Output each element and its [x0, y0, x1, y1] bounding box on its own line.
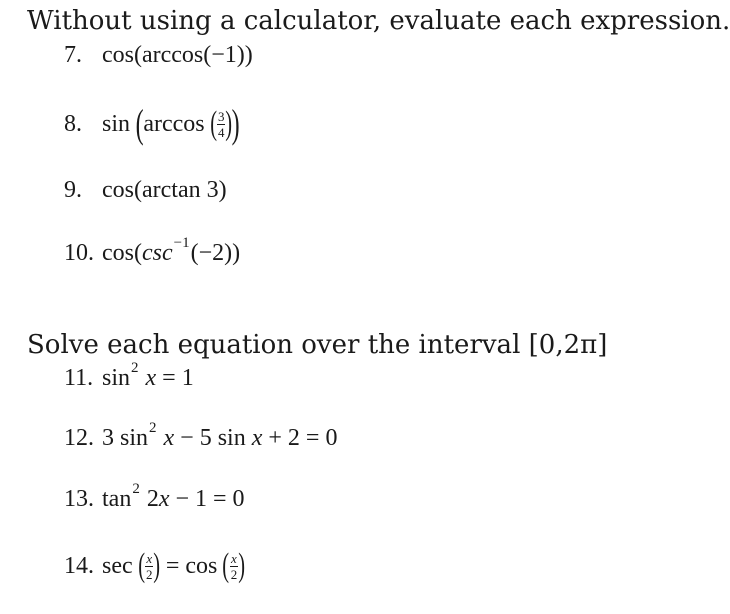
left-paren: ( [135, 101, 144, 146]
sin-function: sin [102, 365, 131, 391]
fraction-denominator: 4 [217, 124, 225, 140]
coefficient: 2 [140, 486, 159, 512]
equation-rest: + 2 = 0 [262, 425, 338, 451]
right-paren: ) [238, 547, 246, 584]
sec-function: sec [102, 553, 133, 579]
left-paren: ( [137, 547, 145, 584]
section-2-heading: Solve each equation over the interval [0,2π] [27, 330, 608, 360]
variable-x: x [251, 425, 263, 451]
problem-expression [102, 101, 240, 146]
fraction-numerator: 3 [217, 108, 225, 124]
problem-7 [64, 40, 253, 70]
arccos-function: arccos [143, 111, 205, 137]
problem-13 [64, 481, 245, 514]
problem-14 [64, 548, 245, 584]
problem-expression: cos(arccos(−1)) [102, 42, 253, 68]
lead-term: 3 sin [102, 425, 149, 451]
cos-function: cos [185, 553, 218, 579]
problem-number: 13. [64, 486, 94, 512]
right-paren: ) [231, 101, 240, 146]
problem-number: 8. [64, 111, 82, 137]
fraction-x-2 [230, 552, 239, 581]
fraction-denominator: 2 [230, 566, 238, 582]
problem-number: 9. [64, 177, 82, 203]
problem-expression [102, 549, 245, 583]
middle-term: − 5 sin [174, 425, 252, 451]
problem-number: 7. [64, 42, 82, 68]
csc-function: csc [141, 240, 173, 266]
exponent: 2 [131, 360, 139, 376]
cos-prefix: cos( [102, 240, 142, 266]
problem-expression [102, 420, 338, 453]
problem-expression [102, 481, 245, 514]
equation-rest: − 1 = 0 [169, 486, 245, 512]
problem-12 [64, 420, 338, 453]
problem-10 [64, 235, 241, 268]
variable-x: x [163, 425, 175, 451]
left-paren: ( [222, 547, 230, 584]
fraction-numerator: x [231, 550, 237, 566]
problem-11 [64, 360, 194, 393]
equals-sign: = [159, 553, 186, 579]
problem-9 [64, 175, 227, 205]
exponent: 2 [149, 420, 157, 436]
problem-number: 10. [64, 240, 94, 266]
right-paren: ) [153, 547, 161, 584]
sin-function: sin [102, 111, 131, 137]
problem-expression: cos(arctan 3) [102, 177, 227, 203]
problem-expression [102, 235, 241, 268]
problem-number: 14. [64, 553, 94, 579]
right-paren-inner: ) [225, 105, 233, 142]
fraction-denominator: 2 [145, 566, 153, 582]
problem-expression [102, 360, 194, 393]
section-1-heading: Without using a calculator, evaluate each expression. [27, 6, 730, 36]
tan-function: tan [102, 486, 132, 512]
exponent: 2 [132, 481, 140, 497]
variable-x: x [145, 365, 157, 391]
left-paren-inner: ( [209, 105, 217, 142]
fraction-3-4 [217, 110, 226, 139]
problem-number: 11. [64, 365, 94, 391]
fraction-x-2 [145, 552, 154, 581]
equation-rest: = 1 [156, 365, 194, 391]
argument-suffix: (−2)) [190, 240, 241, 266]
problem-number: 12. [64, 425, 94, 451]
variable-x: x [158, 486, 170, 512]
problem-8 [64, 101, 240, 146]
inverse-exponent: −1 [173, 235, 190, 251]
fraction-numerator: x [146, 550, 153, 566]
